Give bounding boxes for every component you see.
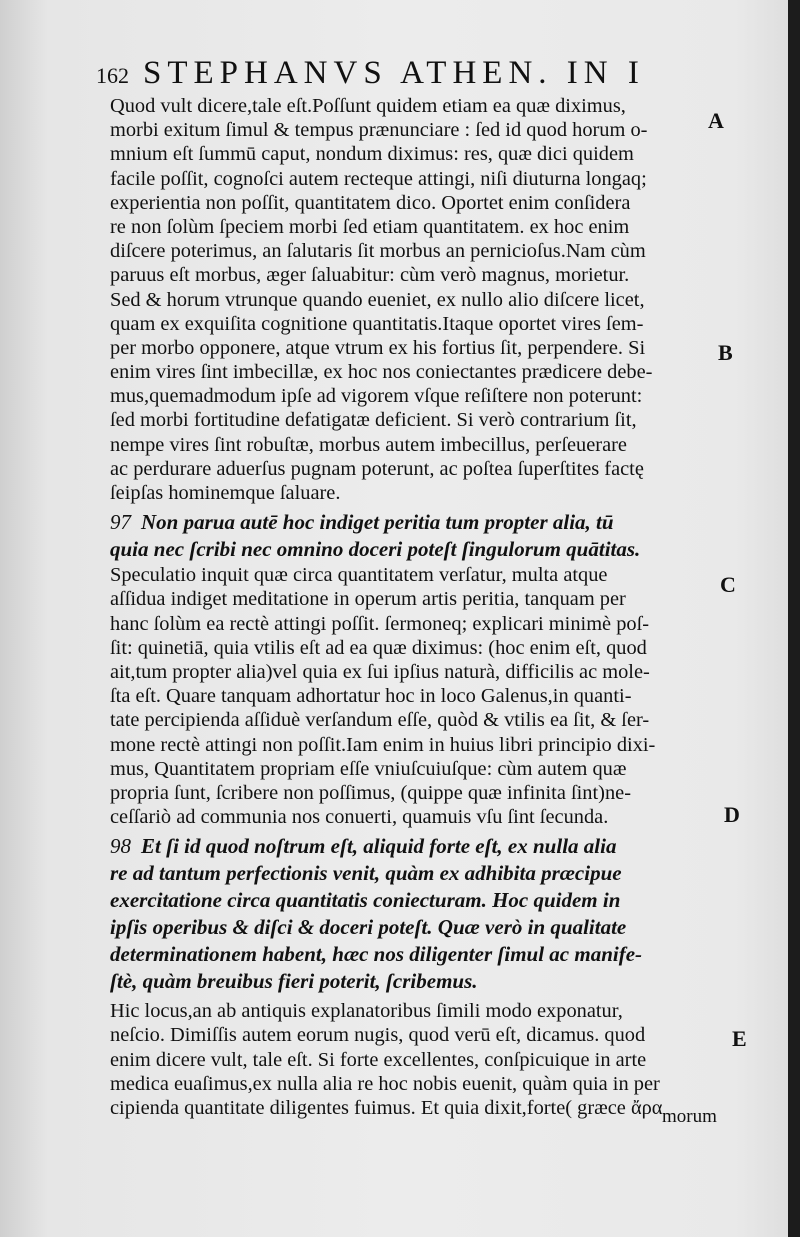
text-line: neſcio. Dimiſſis autem eorum nugis, quod verū eſt, dicamus. quod xyxy=(110,1024,646,1047)
lemma-text: re ad tantum perfectionis venit, quàm ex adhibita præcipue xyxy=(110,861,622,886)
lemma-text: ſtè, quàm breuibus fieri poterit, ſcribemus. xyxy=(110,969,478,994)
running-title: STEPHANVS ATHEN. IN I xyxy=(143,55,645,91)
paragraph-commentary-b xyxy=(110,563,720,829)
page-number: 162 xyxy=(96,63,129,88)
text-line: ſeipſas hominemque ſaluare. xyxy=(110,482,341,504)
catchword: morum xyxy=(662,1106,717,1127)
text-line: aſſidua indiget meditatione in operum artis peritia, tanquam per xyxy=(110,588,626,611)
text-line: facile poſſit, cognoſci autem recteque attingi, niſi diuturna longaq; xyxy=(110,167,647,190)
text-line: Hic locus,an ab antiquis explanatoribus ſimili modo exponatur, xyxy=(110,1000,623,1023)
running-header xyxy=(96,55,696,95)
body-text xyxy=(110,94,720,1120)
text-line: ceſſariò ad communia nos conuerti, quamuis vſu ſint ſecunda. xyxy=(110,806,609,829)
text-line: hanc ſolùm ea rectè attingi poſſit. ſermoneq; explicari minimè poſ- xyxy=(110,612,650,635)
text-line: mone rectè attingi non poſſit.Iam enim in huius libri principio dixi- xyxy=(110,733,656,756)
text-line: enim dicere vult, tale eſt. Si forte excellentes, conſpicuique in arte xyxy=(110,1048,647,1071)
lemma-text: quia nec ſcribi nec omnino doceri poteſt ſingulorum quātitas. xyxy=(110,537,641,562)
lemma-97 xyxy=(110,509,720,563)
lemma-line xyxy=(110,941,720,968)
text-line: mus, Quantitatem propriam eſſe vniuſcuiuſque: cùm autem quæ xyxy=(110,757,627,780)
text-line: paruus eſt morbus, æger ſaluabitur: cùm verò magnus, morietur. xyxy=(110,264,630,287)
lemma-text: exercitatione circa quantitatis coniecturam. Hoc quidem in xyxy=(110,888,621,913)
lemma-line xyxy=(110,833,720,860)
text-line: ſta eſt. Quare tanquam adhortatur hoc in loco Galenus,in quanti- xyxy=(110,685,632,708)
text-line: Speculatio inquit quæ circa quantitatem verſatur, multa atque xyxy=(110,564,608,587)
lemma-text: Et ſi id quod noſtrum eſt, aliquid forte eſt, ex nulla alia xyxy=(141,834,617,859)
text-line: Quod vult dicere,tale eſt.Poſſunt quidem etiam ea quæ diximus, xyxy=(110,95,626,117)
margin-letter-c: C xyxy=(720,572,736,597)
text-line: nempe vires ſint robuſtæ, morbus autem imbecillus, perſeuerare xyxy=(110,433,627,456)
lemma-line xyxy=(110,968,720,995)
book-spine-edge xyxy=(788,0,800,1237)
text-line: tate percipienda aſſiduè verſandum eſſe, quòd & vtilis ea ſit, & ſer- xyxy=(110,709,650,732)
text-line: medica euaſimus,ex nulla alia re hoc nobis euenit, quàm quia in per xyxy=(110,1072,660,1095)
lemma-text: determinationem habent, hæc nos diligenter ſimul ac manife- xyxy=(110,942,643,967)
text-line: diſcere poterimus, an ſalutaris ſit morbus an pernicioſus.Nam cùm xyxy=(110,240,646,263)
text-line: propria ſunt, ſcribere non poſſimus, (quippe quæ infinita ſint)ne- xyxy=(110,781,631,804)
lemma-line xyxy=(110,887,720,914)
text-line: experientia non poſſit, quantitatem dico. Oportet enim conſidera xyxy=(110,191,631,214)
text-line: ſit: quinetiā, quia vtilis eſt ad ea quæ diximus: (hoc enim eſt, quod xyxy=(110,636,647,659)
lemma-text: ipſis operibus & diſci & doceri poteſt. Quæ verò in qualitate xyxy=(110,915,627,940)
text-line: mus,quemadmodum ipſe ad vigorem vſque reſiſtere non poterunt: xyxy=(110,385,643,408)
lemma-line xyxy=(110,509,720,536)
text-line: enim vires ſint imbecillæ, ex hoc nos coniectantes prædicere debe- xyxy=(110,361,653,384)
lemma-line xyxy=(110,536,720,563)
lemma-line xyxy=(110,914,720,941)
section-number: 98 xyxy=(110,834,131,859)
margin-letter-b: B xyxy=(718,340,733,365)
paragraph-commentary-c xyxy=(110,999,720,1120)
lemma-98 xyxy=(110,833,720,995)
margin-letter-a: A xyxy=(708,108,724,133)
lemma-text: Non parua autē hoc indiget peritia tum propter alia, tū xyxy=(141,510,614,535)
text-line: mnium eſt ſummū caput, nondum diximus: res, quæ dici quidem xyxy=(110,143,634,166)
text-line: quam ex exquiſita cognitione quantitatis.Itaque oportet vires ſem- xyxy=(110,312,644,335)
section-number: 97 xyxy=(110,510,131,535)
margin-letter-e: E xyxy=(732,1026,747,1051)
margin-letter-d: D xyxy=(724,802,740,827)
lemma-line xyxy=(110,860,720,887)
text-line: morbi exitum ſimul & tempus prænunciare : ſed id quod horum o- xyxy=(110,119,648,142)
text-line: ait,tum propter alia)vel quia ex ſui ipſius naturà, difficilis ac mole- xyxy=(110,660,650,683)
text-line: cipienda quantitate diligentes fuimus. Et quia dixit,forte( græce ἄρα xyxy=(110,1097,663,1119)
text-line: per morbo opponere, atque vtrum ex his fortius ſit, perpendere. Si xyxy=(110,336,646,359)
text-line: Sed & horum vtrunque quando eueniet, ex nullo alio diſcere licet, xyxy=(110,288,645,311)
text-line: ac perdurare aduerſus pugnam poterunt, ac poſtea ſuperſtites factę xyxy=(110,457,644,480)
text-line: re non ſolùm ſpeciem morbi ſed etiam quantitatem. ex hoc enim xyxy=(110,215,630,238)
paragraph-commentary-a xyxy=(110,94,720,505)
text-line: ſed morbi fortitudine defatigatæ deficient. Si verò contrarium ſit, xyxy=(110,409,637,432)
